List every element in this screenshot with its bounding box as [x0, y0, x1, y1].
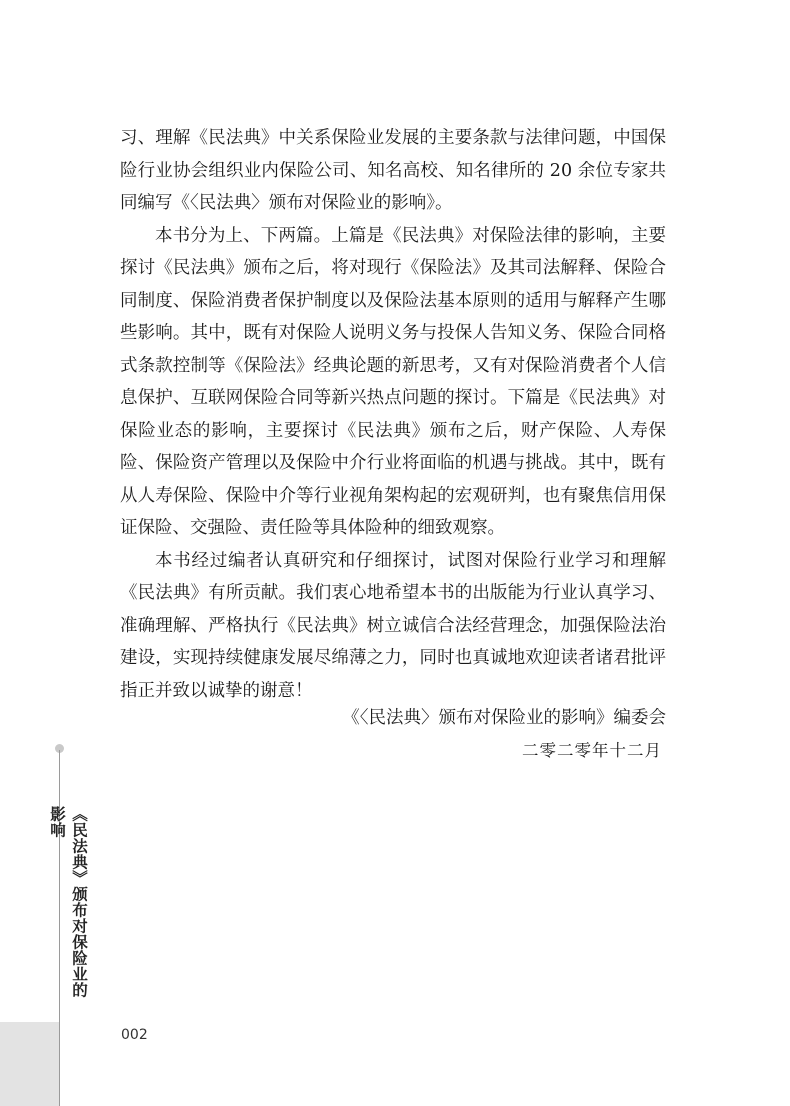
- signature-date: 二零二零年十二月: [522, 741, 662, 760]
- signature-editor: 《〈民法典〉颁布对保险业的影响》编委会: [342, 708, 666, 728]
- body-paragraph: 本书分为上、下两篇。上篇是《民法典》对保险法律的影响，主要探讨《民法典》颁布之后，将对现行《保险法》及其司法解释、保险合同制度、保险消费者保护制度以及保险法基本原则的适用与解释产生哪些影响。其中，既有对保险人说明义务与投保人告知义务、保险合同格式条款控制等《保险法》经典论题的新思考，又有对保险消费者个人信息保护、互联网保险合同等新兴热点问题的探讨。下篇是《民法典》对保险业态的影响，主要探讨《民法典》颁布之后，财产保险、人寿保险、保险资产管理以及保险中介行业将面临的机遇与挑战。其中，既有从人寿保险、保险中介等行业视角架构起的宏观研判，也有聚焦信用保证保险、交强险、责任险等具体险种的细致观察。: [120, 225, 666, 538]
- side-tab-block: [0, 1022, 59, 1106]
- body-paragraph-continued: 习、理解《民法典》中关系保险业发展的主要条款与法律问题，中国保险行业协会组织业内保险公司、知名高校、知名律所的 20 余位专家共同编写《〈民法典〉颁布对保险业的影响》。: [120, 128, 666, 213]
- body-paragraph: 本书经过编者认真研究和仔细探讨，试图对保险行业学习和理解《民法典》有所贡献。我们衷心地希望本书的出版能为行业认真学习、准确理解、严格执行《民法典》树立诚信合法经营理念，加强保险法治建设，实现持续健康发展尽绵薄之力，同时也真诚地欢迎读者诸君批评指正并致以诚挚的谢意！: [120, 550, 666, 701]
- page-body: [120, 122, 666, 707]
- page-number: 002: [121, 1027, 148, 1043]
- running-book-title: 《民法典》颁布对保险业的影响: [48, 806, 88, 998]
